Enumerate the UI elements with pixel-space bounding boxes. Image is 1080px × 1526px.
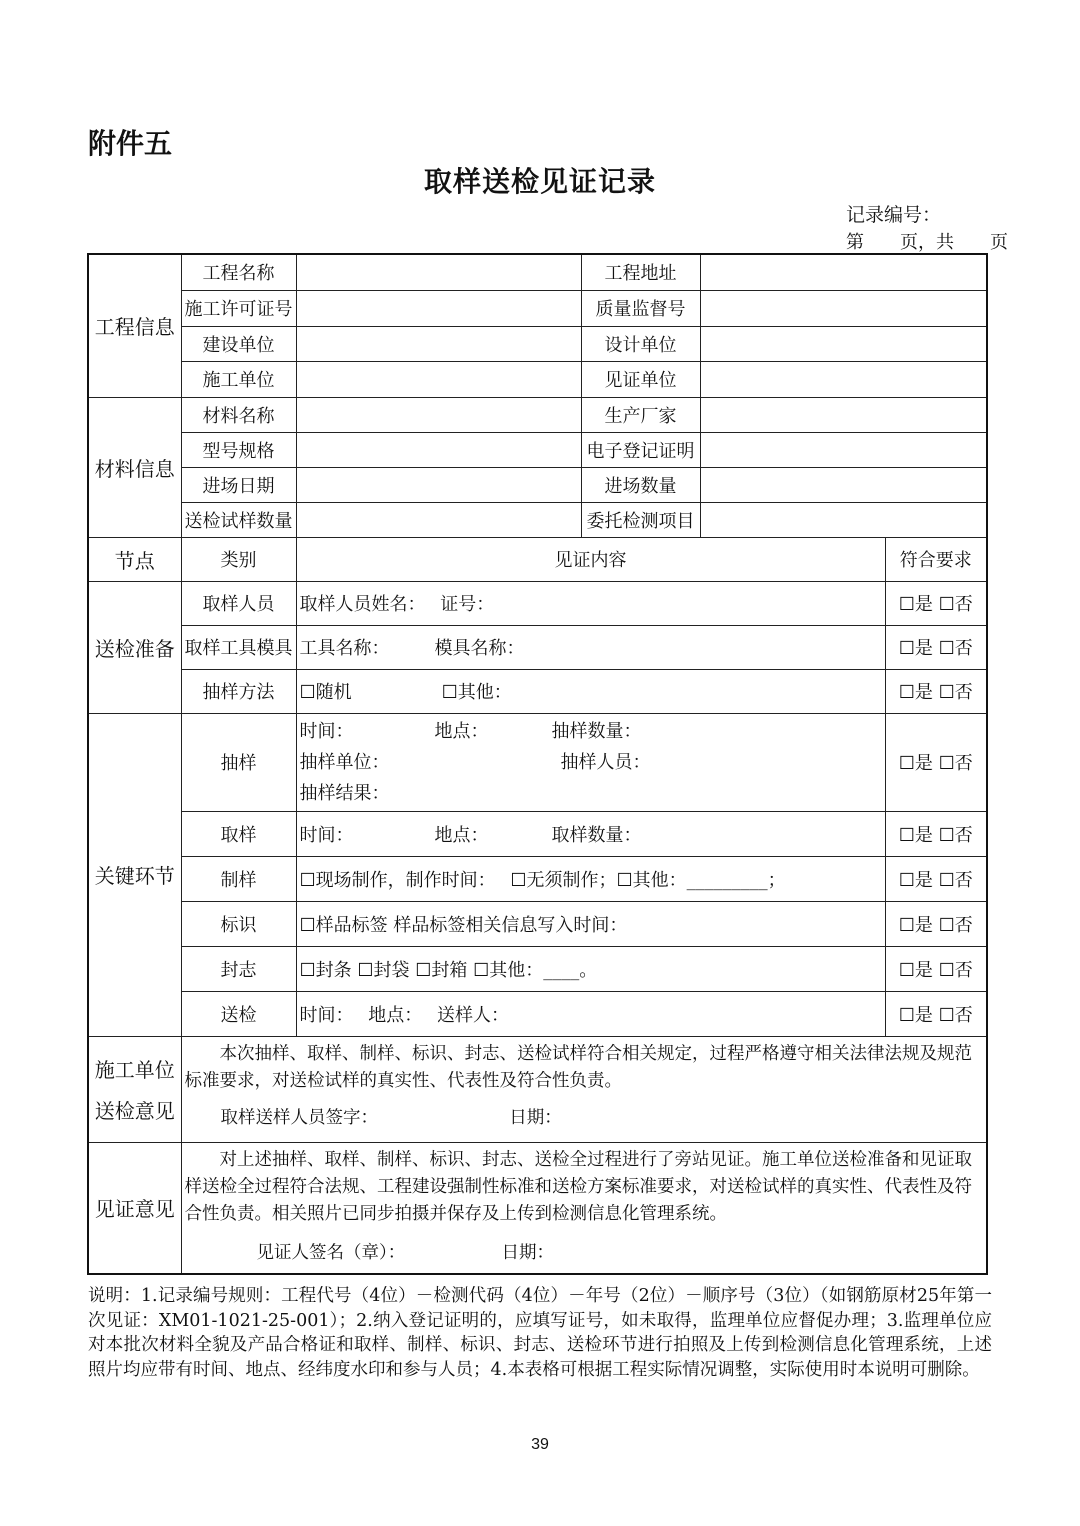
sampling-line-result: 抽样结果： <box>299 782 390 804</box>
section-witness-opinion: 见证意见 <box>88 1142 181 1274</box>
field-supervision-number[interactable] <box>700 290 987 326</box>
annex-label: 附件五 <box>88 127 173 160</box>
content-sampler[interactable]: 取样人员姓名： 证号： <box>296 581 885 625</box>
label-manufacturer: 生产厂家 <box>581 397 700 432</box>
section-material-info: 材料信息 <box>88 397 181 537</box>
contractor-opinion-body <box>181 1036 987 1142</box>
label-registration-cert: 电子登记证明 <box>581 432 700 467</box>
checkbox-yes-no[interactable]: ☐是 ☐否 <box>885 811 987 856</box>
label-witness-unit: 见证单位 <box>581 361 700 397</box>
content-sampling[interactable] <box>296 713 885 811</box>
field-material-name[interactable] <box>296 397 581 432</box>
label-contractor-unit: 施工单位 <box>181 361 296 397</box>
contractor-signature-line[interactable]: 取样送样人员签字： 日期： <box>220 1107 562 1128</box>
category-labeling: 标识 <box>181 901 296 946</box>
field-contractor-unit[interactable] <box>296 361 581 397</box>
field-manufacturer[interactable] <box>700 397 987 432</box>
field-project-name[interactable] <box>296 254 581 290</box>
label-model-spec: 型号规格 <box>181 432 296 467</box>
section-contractor-opinion <box>88 1036 181 1142</box>
checkbox-yes-no[interactable]: ☐是 ☐否 <box>885 669 987 713</box>
field-witness-unit[interactable] <box>700 361 987 397</box>
label-owner-unit: 建设单位 <box>181 326 296 361</box>
content-sealing[interactable]: ☐封条 ☐封袋 ☐封箱 ☐其他：____。 <box>296 946 885 991</box>
field-permit-number[interactable] <box>296 290 581 326</box>
content-tools-molds[interactable]: 工具名称： 模具名称： <box>296 625 885 669</box>
category-sampler: 取样人员 <box>181 581 296 625</box>
witness-signature-line[interactable]: 见证人签名（章）： 日期： <box>256 1242 554 1263</box>
checkbox-yes-no[interactable]: ☐是 ☐否 <box>885 901 987 946</box>
field-entry-date[interactable] <box>296 467 581 502</box>
category-submission: 送检 <box>181 991 296 1036</box>
content-preparing[interactable]: ☐现场制作，制作时间： ☐无须制作；☐其他：_________； <box>296 856 885 901</box>
witness-record-table <box>87 253 988 1275</box>
checkbox-yes-no[interactable]: ☐是 ☐否 <box>885 991 987 1036</box>
sampling-line-time-place-qty: 时间： 地点： 抽样数量： <box>299 720 642 742</box>
header-content: 见证内容 <box>296 537 885 581</box>
checkbox-yes-no[interactable]: ☐是 ☐否 <box>885 946 987 991</box>
field-owner-unit[interactable] <box>296 326 581 361</box>
category-sampling-method: 抽样方法 <box>181 669 296 713</box>
page-info: 第 页，共 页 <box>846 232 1008 253</box>
label-entry-date: 进场日期 <box>181 467 296 502</box>
label-project-address: 工程地址 <box>581 254 700 290</box>
field-test-items[interactable] <box>700 502 987 537</box>
header-category: 类别 <box>181 537 296 581</box>
checkbox-yes-no[interactable]: ☐是 ☐否 <box>885 581 987 625</box>
content-taking[interactable]: 时间： 地点： 取样数量： <box>296 811 885 856</box>
label-sample-quantity: 送检试样数量 <box>181 502 296 537</box>
label-project-name: 工程名称 <box>181 254 296 290</box>
section-contractor-line2: 送检意见 <box>94 1099 175 1123</box>
field-design-unit[interactable] <box>700 326 987 361</box>
content-submission[interactable]: 时间： 地点： 送样人： <box>296 991 885 1036</box>
record-number-label: 记录编号： <box>846 204 942 226</box>
category-tools-molds: 取样工具模具 <box>181 625 296 669</box>
form-title: 取样送检见证记录 <box>423 165 656 198</box>
content-labeling[interactable]: ☐样品标签 样品标签相关信息写入时间： <box>296 901 885 946</box>
sampling-line-unit-person: 抽样单位： 抽样人员： <box>299 751 651 773</box>
label-material-name: 材料名称 <box>181 397 296 432</box>
contractor-opinion-text: 本次抽样、取样、制样、标识、封志、送检试样符合相关规定，过程严格遵守相关法律法规及规范标准要求，对送检试样的真实性、代表性及符合性负责。 <box>184 1043 972 1091</box>
checkbox-yes-no[interactable]: ☐是 ☐否 <box>885 713 987 811</box>
category-sealing: 封志 <box>181 946 296 991</box>
section-contractor-line1: 施工单位 <box>94 1058 175 1082</box>
field-sample-quantity[interactable] <box>296 502 581 537</box>
content-sampling-method[interactable]: ☐随机 ☐其他： <box>296 669 885 713</box>
label-test-items: 委托检测项目 <box>581 502 700 537</box>
section-preparation: 送检准备 <box>88 581 181 713</box>
category-preparing: 制样 <box>181 856 296 901</box>
field-model-spec[interactable] <box>296 432 581 467</box>
category-taking: 取样 <box>181 811 296 856</box>
checkbox-yes-no[interactable]: ☐是 ☐否 <box>885 625 987 669</box>
header-node: 节点 <box>88 537 181 581</box>
label-design-unit: 设计单位 <box>581 326 700 361</box>
category-sampling: 抽样 <box>181 713 296 811</box>
checkbox-yes-no[interactable]: ☐是 ☐否 <box>885 856 987 901</box>
label-permit-number: 施工许可证号 <box>181 290 296 326</box>
label-supervision-number: 质量监督号 <box>581 290 700 326</box>
field-entry-quantity[interactable] <box>700 467 987 502</box>
page-number: 39 <box>531 1436 549 1453</box>
explanation-note: 说明：1.记录编号规则：工程代号（4位）－检测代码（4位）－年号（2位）－顺序号（3位）（如钢筋原材25年第一次见证：XM01-1021-25-001）；2.纳入登记证明的，应填写证号，如未取得，监理单位应督促办理；3.监理单位应对本批次材料全貌及产品合格证和取样、制样、标识、封志、送检环节进行拍照及上传到检测信息化管理系统，上述照片均应带有时间、地点、经纬度水印和参与人员；4.本表格可根据工程实际情况调整，实际使用时本说明可删除。 <box>88 1286 992 1380</box>
section-project-info: 工程信息 <box>88 254 181 397</box>
header-compliance: 符合要求 <box>885 537 987 581</box>
section-key-steps: 关键环节 <box>88 713 181 1036</box>
label-entry-quantity: 进场数量 <box>581 467 700 502</box>
witness-opinion-text: 对上述抽样、取样、制样、标识、封志、送检全过程进行了旁站见证。施工单位送检准备和见证取样送检全过程符合法规、工程建设强制性标准和送检方案标准要求，对送检试样的真实性、代表性及符合性负责。相关照片已同步拍摄并保存及上传到检测信息化管理系统。 <box>184 1149 972 1224</box>
field-project-address[interactable] <box>700 254 987 290</box>
witness-opinion-body <box>181 1142 987 1274</box>
field-registration-cert[interactable] <box>700 432 987 467</box>
